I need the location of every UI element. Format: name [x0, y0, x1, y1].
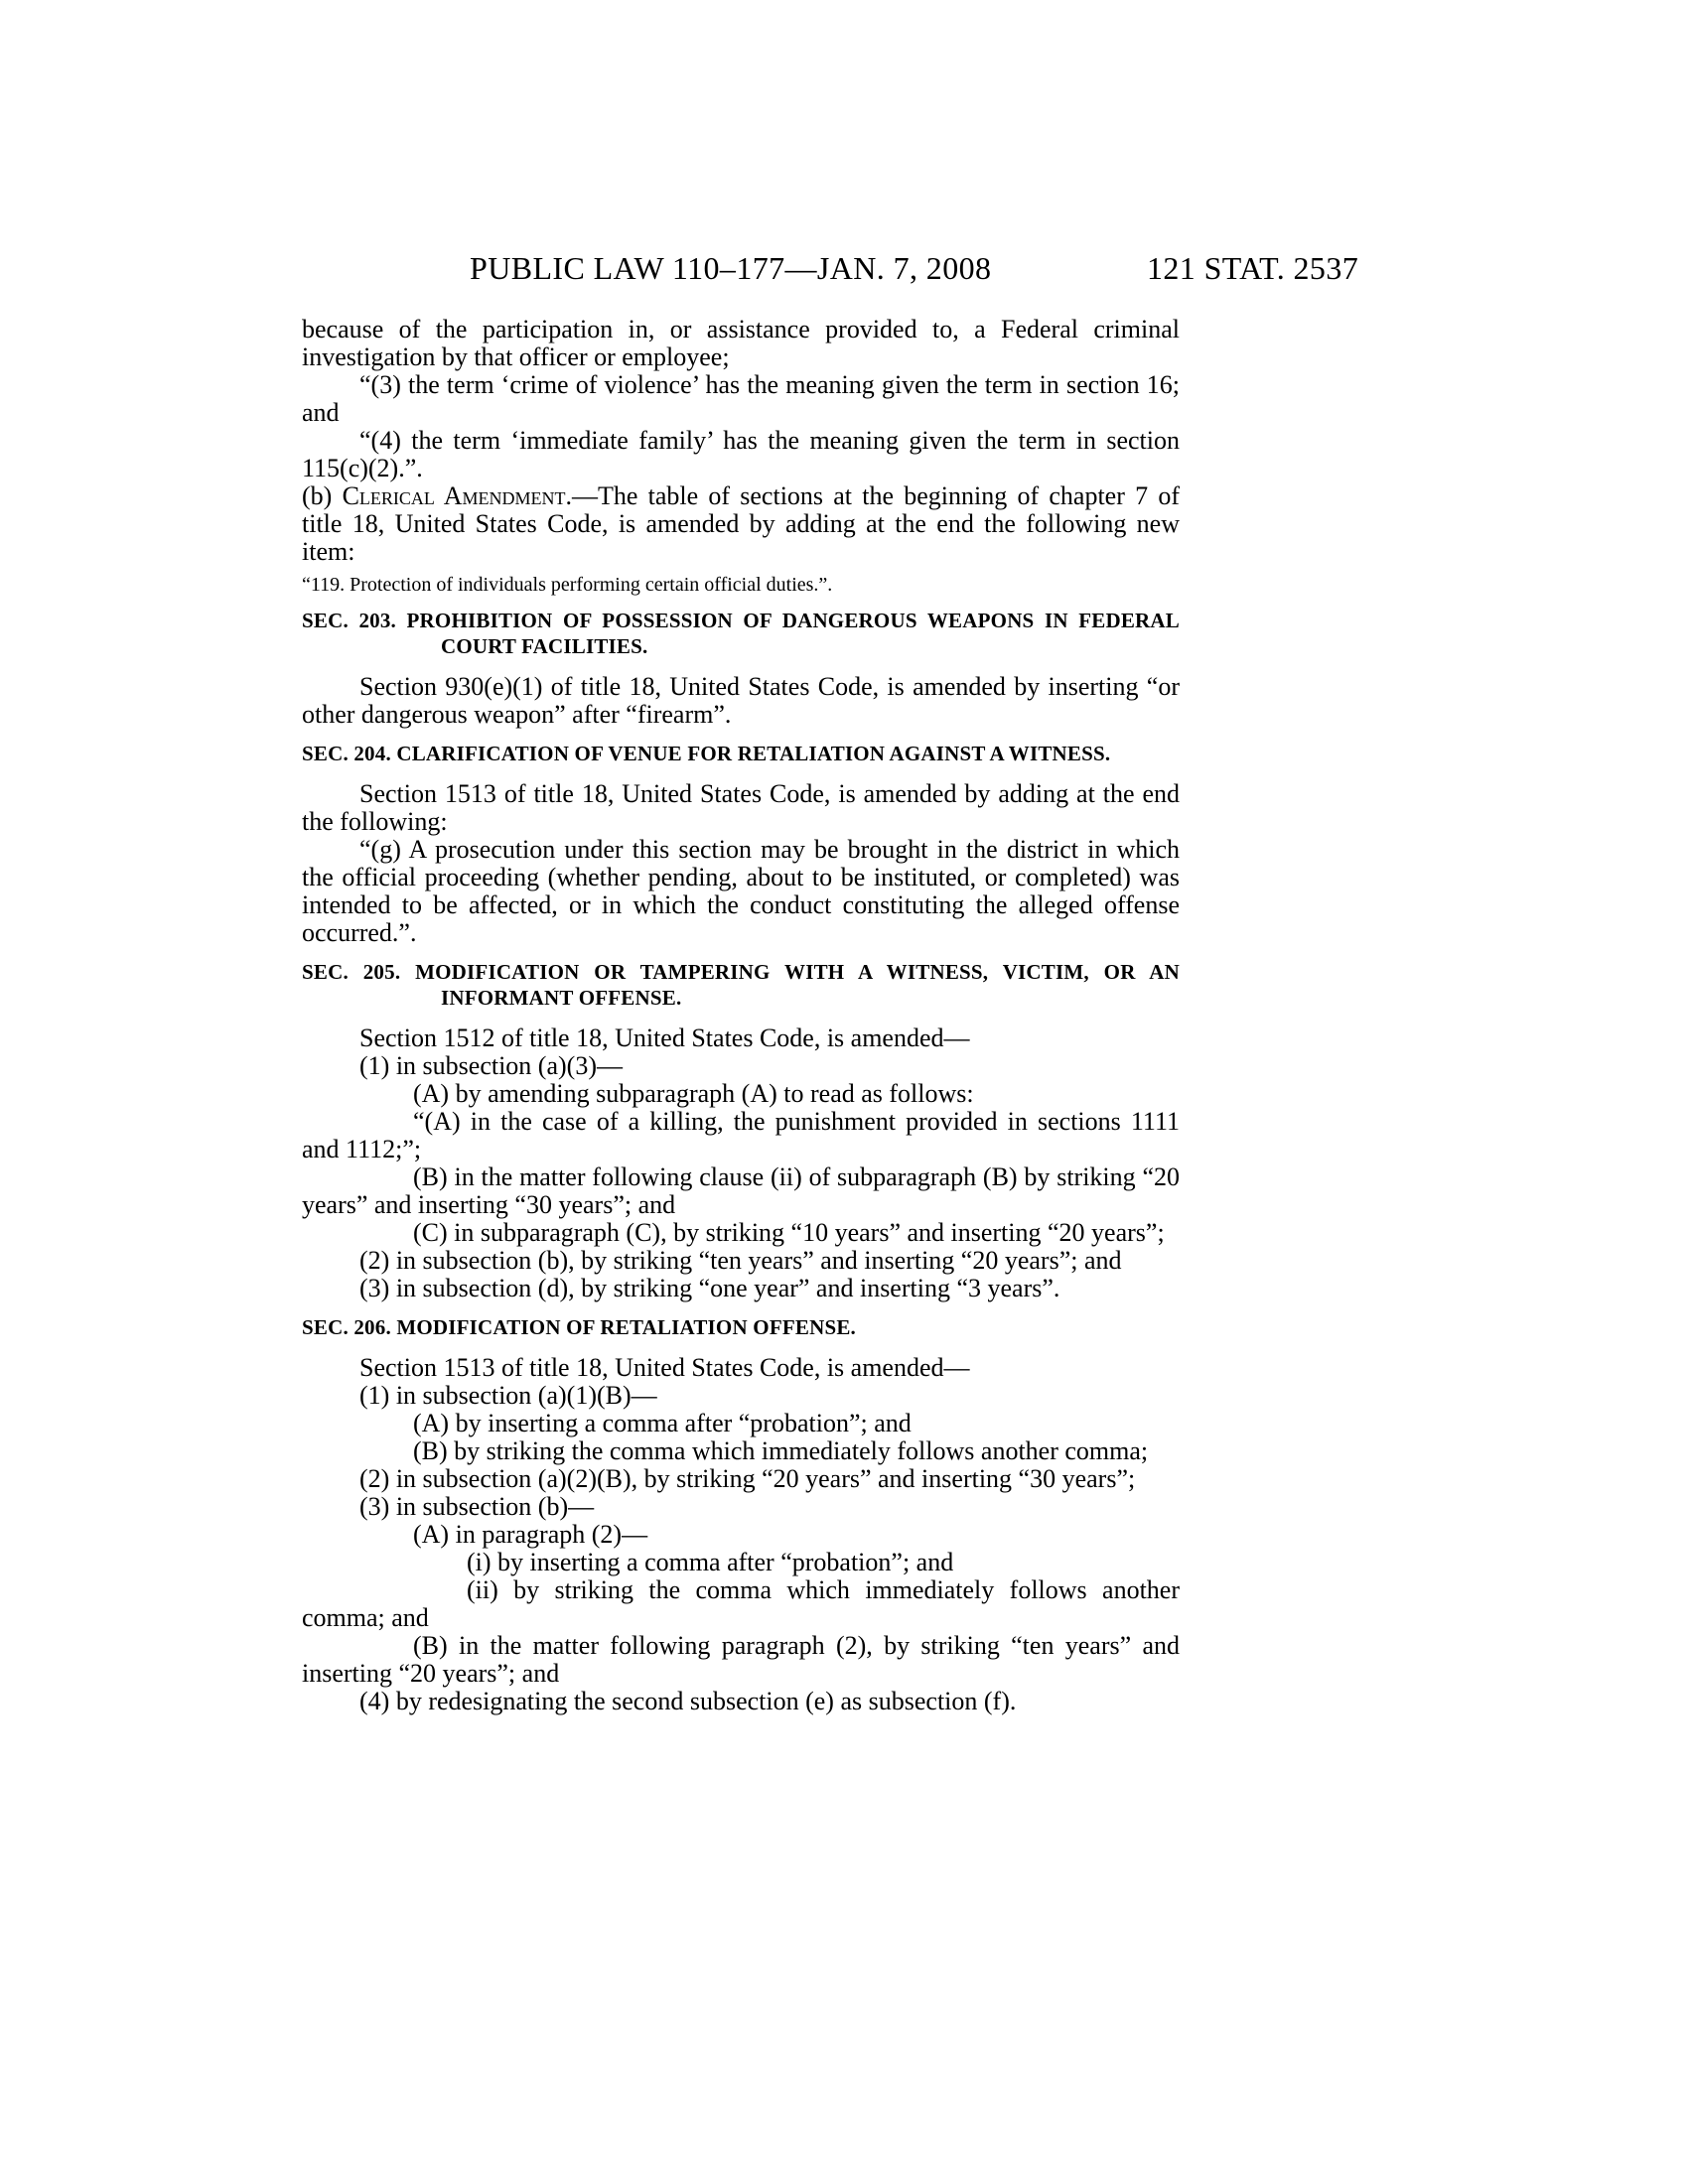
- paragraph: (1) in subsection (a)(1)(B)—: [359, 1381, 657, 1410]
- paragraph-clerical-amendment: (b) Clerical Amendment.—The table of sections at the beginning of chapter 7 of title 18, United States Code, is amended by adding at the end the following new item:: [302, 481, 1180, 566]
- section-heading-206: SEC. 206. MODIFICATION OF RETALIATION OFFENSE.: [302, 1315, 856, 1339]
- paragraph: “(g) A prosecution under this section may be brought in the district in which the official proceeding (whether pending, about to be instituted, or completed) was intended to be affected, or in which the conduct constituting the alleged offense occurred.”.: [302, 835, 1180, 947]
- paragraph: (i) by inserting a comma after “probation”; and: [467, 1548, 954, 1576]
- page-folio: 121 STAT. 2537: [1147, 250, 1359, 286]
- amendment-caption: Clerical Amendment: [342, 481, 566, 510]
- paragraph: (3) in subsection (b)—: [359, 1492, 595, 1521]
- paragraph: Section 1512 of title 18, United States Code, is amended—: [359, 1024, 970, 1052]
- paragraph: “(4) the term ‘immediate family’ has the meaning given the term in section 115(c)(2).”.: [302, 426, 1180, 482]
- paragraph: (A) in paragraph (2)—: [413, 1520, 648, 1549]
- paragraph: “(3) the term ‘crime of violence’ has the meaning given the term in section 16; and: [302, 370, 1180, 427]
- paragraph: “(A) in the case of a killing, the punishment provided in sections 1111 and 1112;”;: [302, 1107, 1180, 1163]
- section-heading-205: SEC. 205. MODIFICATION OR TAMPERING WITH A WITNESS, VICTIM, OR AN INFORMANT OFFENSE.: [302, 960, 1180, 1010]
- table-of-sections-item: “119. Protection of individuals performing certain official duties.”.: [302, 574, 833, 596]
- paragraph: because of the participation in, or assistance provided to, a Federal criminal investigation by that officer or employee;: [302, 315, 1180, 371]
- paragraph: (3) in subsection (d), by striking “one year” and inserting “3 years”.: [359, 1274, 1060, 1302]
- paragraph: (B) by striking the comma which immediately follows another comma;: [413, 1436, 1149, 1465]
- paragraph: (A) by inserting a comma after “probation”; and: [413, 1409, 912, 1437]
- paragraph: (B) in the matter following clause (ii) of subparagraph (B) by striking “20 years” and inserting “30 years”; and: [302, 1162, 1180, 1219]
- paragraph: Section 930(e)(1) of title 18, United States Code, is amended by inserting “or other dangerous weapon” after “firearm”.: [302, 672, 1180, 729]
- paragraph: (1) in subsection (a)(3)—: [359, 1051, 623, 1080]
- paragraph: (B) in the matter following paragraph (2), by striking “ten years” and inserting “20 years”; and: [302, 1631, 1180, 1688]
- paragraph: (C) in subparagraph (C), by striking “10 years” and inserting “20 years”;: [413, 1218, 1165, 1247]
- paragraph: (A) by amending subparagraph (A) to read as follows:: [413, 1079, 974, 1108]
- running-head: PUBLIC LAW 110–177—JAN. 7, 2008: [470, 250, 992, 286]
- paragraph: (ii) by striking the comma which immediately follows another comma; and: [302, 1575, 1180, 1632]
- paragraph: Section 1513 of title 18, United States Code, is amended by adding at the end the following:: [302, 779, 1180, 836]
- document-body: [302, 316, 1180, 1715]
- section-heading-204: SEC. 204. CLARIFICATION OF VENUE FOR RETALIATION AGAINST A WITNESS.: [302, 742, 1111, 765]
- paragraph: (2) in subsection (a)(2)(B), by striking “20 years” and inserting “30 years”;: [359, 1464, 1136, 1493]
- paragraph: (4) by redesignating the second subsection (e) as subsection (f).: [359, 1687, 1017, 1715]
- paragraph: Section 1513 of title 18, United States Code, is amended—: [359, 1353, 970, 1382]
- paragraph: (2) in subsection (b), by striking “ten years” and inserting “20 years”; and: [359, 1246, 1122, 1275]
- section-heading-203: SEC. 203. PROHIBITION OF POSSESSION OF DANGEROUS WEAPONS IN FEDERAL COURT FACILITIES.: [302, 609, 1180, 658]
